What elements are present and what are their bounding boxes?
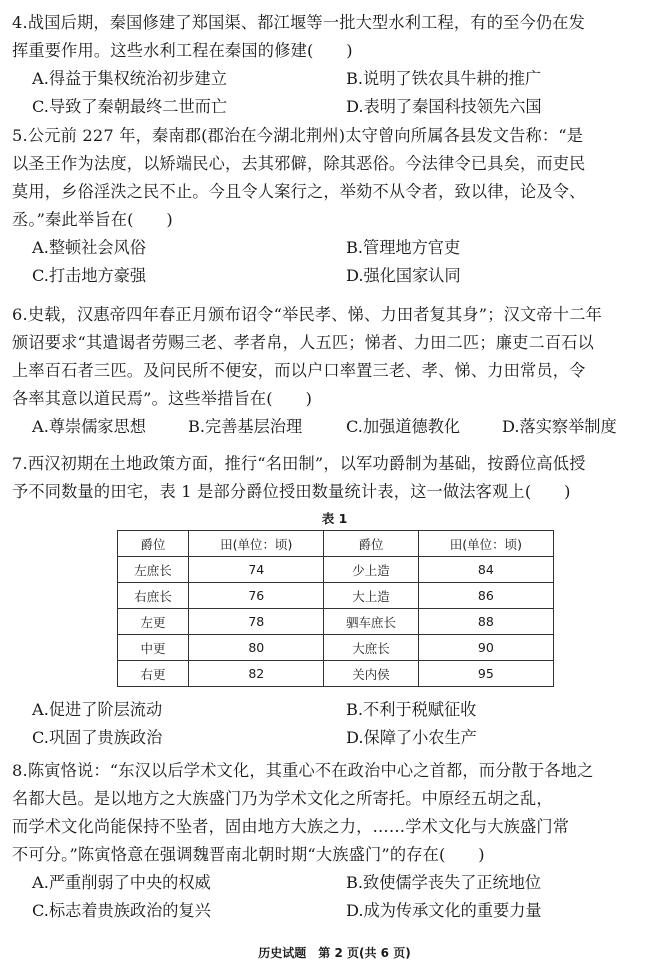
question-stem-line: 8.陈寅恪说：“东汉以后学术文化，其重心不在政治中心之首都，而分散于各地之 xyxy=(12,761,594,780)
table-cell: 少上造 xyxy=(324,557,418,583)
option-row xyxy=(12,869,658,897)
table-cell: 右更 xyxy=(118,661,189,687)
table-cell: 关内侯 xyxy=(324,661,418,687)
table-cell: 中更 xyxy=(118,635,189,661)
option-c: C.导致了秦朝最终二世而亡 xyxy=(32,97,228,116)
option-c: C.加强道德教化 xyxy=(346,417,461,436)
question-stem-line: 莫用，乡俗淫泆之民不止。今且令人案行之，举劾不从令者，致以律，论及令、 xyxy=(12,182,586,201)
question-8 xyxy=(12,757,658,925)
table-cell: 78 xyxy=(189,609,324,635)
table-cell: 左庶长 xyxy=(118,557,189,583)
table-cell: 90 xyxy=(418,635,553,661)
question-stem-line: 颁诏要求“其遣谒者劳赐三老、孝者帛，人五匹；悌者、力田二匹；廉吏二百石以 xyxy=(12,333,595,352)
option-row xyxy=(12,413,658,441)
option-row xyxy=(12,696,658,724)
question-6 xyxy=(12,301,658,441)
land-grant-table xyxy=(117,530,554,687)
option-a: A.严重削弱了中央的权威 xyxy=(32,873,211,892)
option-b: B.说明了铁农具牛耕的推广 xyxy=(346,69,542,88)
option-c: C.标志着贵族政治的复兴 xyxy=(32,901,211,920)
question-stem-line: 各率其意以道民焉”。这些举措旨在( ) xyxy=(12,389,313,408)
column-header: 田(单位：顷) xyxy=(418,531,553,557)
question-stem-line: 5.公元前 227 年，秦南郡(郡治在今湖北荆州)太守曾向所属各县发文告称：“是 xyxy=(12,126,584,145)
question-stem-line: 丞。”秦此举旨在( ) xyxy=(12,210,173,229)
option-row xyxy=(12,93,658,121)
option-a: A.得益于集权统治初步建立 xyxy=(32,69,227,88)
table-cell: 左更 xyxy=(118,609,189,635)
option-b: B.完善基层治理 xyxy=(188,417,303,436)
option-d: D.落实察举制度 xyxy=(502,417,617,436)
option-d: D.成为传承文化的重要力量 xyxy=(346,901,542,920)
option-d: D.保障了小农生产 xyxy=(346,728,477,747)
question-7-options xyxy=(12,696,658,752)
question-stem-line: 挥重要作用。这些水利工程在秦国的修建( ) xyxy=(12,41,353,60)
table-row xyxy=(118,635,554,661)
option-a: A.促进了阶层流动 xyxy=(32,700,163,719)
option-b: B.致使儒学丧失了正统地位 xyxy=(346,873,542,892)
question-5 xyxy=(12,122,658,290)
column-header: 田(单位：顷) xyxy=(189,531,324,557)
table-row xyxy=(118,583,554,609)
table-cell: 74 xyxy=(189,557,324,583)
option-row xyxy=(12,65,658,93)
question-stem-line: 6.史载，汉惠帝四年春正月颁布诏令“举民孝、悌、力田者复其身”；汉文帝十二年 xyxy=(12,305,602,324)
table-cell: 88 xyxy=(418,609,553,635)
question-stem-line: 不可分。”陈寅恪意在强调魏晋南北朝时期“大族盛门”的存在( ) xyxy=(12,845,485,864)
column-header: 爵位 xyxy=(118,531,189,557)
table-cell: 大上造 xyxy=(324,583,418,609)
question-stem-line: 予不同数量的田宅，表 1 是部分爵位授田数量统计表，这一做法客观上( ) xyxy=(12,482,571,501)
question-4 xyxy=(12,9,658,121)
page-footer: 历史试题 第 2 页(共 6 页) xyxy=(258,946,411,960)
question-stem-line: 4.战国后期，秦国修建了郑国渠、都江堰等一批大型水利工程，有的至今仍在发 xyxy=(12,13,586,32)
table-cell: 80 xyxy=(189,635,324,661)
option-c: C.巩固了贵族政治 xyxy=(32,728,163,747)
question-stem-line: 名都大邑。是以地方之大族盛门乃为学术文化之所寄托。中原经五胡之乱， xyxy=(12,789,553,808)
option-a: A.尊崇儒家思想 xyxy=(32,417,146,436)
option-a: A.整顿社会风俗 xyxy=(32,238,146,257)
table-cell: 86 xyxy=(418,583,553,609)
table-row xyxy=(118,661,554,687)
table-header-row xyxy=(118,531,554,557)
table-cell: 76 xyxy=(189,583,324,609)
column-header: 爵位 xyxy=(324,531,418,557)
question-7 xyxy=(12,450,658,506)
table-row xyxy=(118,557,554,583)
table-cell: 84 xyxy=(418,557,553,583)
option-b: B.管理地方官吏 xyxy=(346,238,461,257)
question-stem-line: 而学术文化尚能保持不坠者，固由地方大族之力，……学术文化与大族盛门常 xyxy=(12,817,570,836)
question-stem-line: 上率百石者三匹。及问民所不便安，而以户口率置三老、孝、悌、力田常员，令 xyxy=(12,361,586,380)
option-d: D.表明了秦国科技领先六国 xyxy=(346,97,542,116)
table-cell: 驷车庶长 xyxy=(324,609,418,635)
option-row xyxy=(12,262,658,290)
table-title: 表 1 xyxy=(321,511,348,526)
option-d: D.强化国家认同 xyxy=(346,266,461,285)
table-cell: 右庶长 xyxy=(118,583,189,609)
question-stem-line: 7.西汉初期在土地政策方面，推行“名田制”，以军功爵制为基础，按爵位高低授 xyxy=(12,454,586,473)
table-cell: 95 xyxy=(418,661,553,687)
table-row xyxy=(118,609,554,635)
option-row xyxy=(12,234,658,262)
option-row xyxy=(12,897,658,925)
option-c: C.打击地方豪强 xyxy=(32,266,147,285)
question-stem-line: 以圣王作为法度，以矫端民心，去其邪僻，除其恶俗。今法律令已具矣，而吏民 xyxy=(12,154,586,173)
option-row xyxy=(12,724,658,752)
option-b: B.不利于税赋征收 xyxy=(346,700,477,719)
table-cell: 82 xyxy=(189,661,324,687)
table-cell: 大庶长 xyxy=(324,635,418,661)
